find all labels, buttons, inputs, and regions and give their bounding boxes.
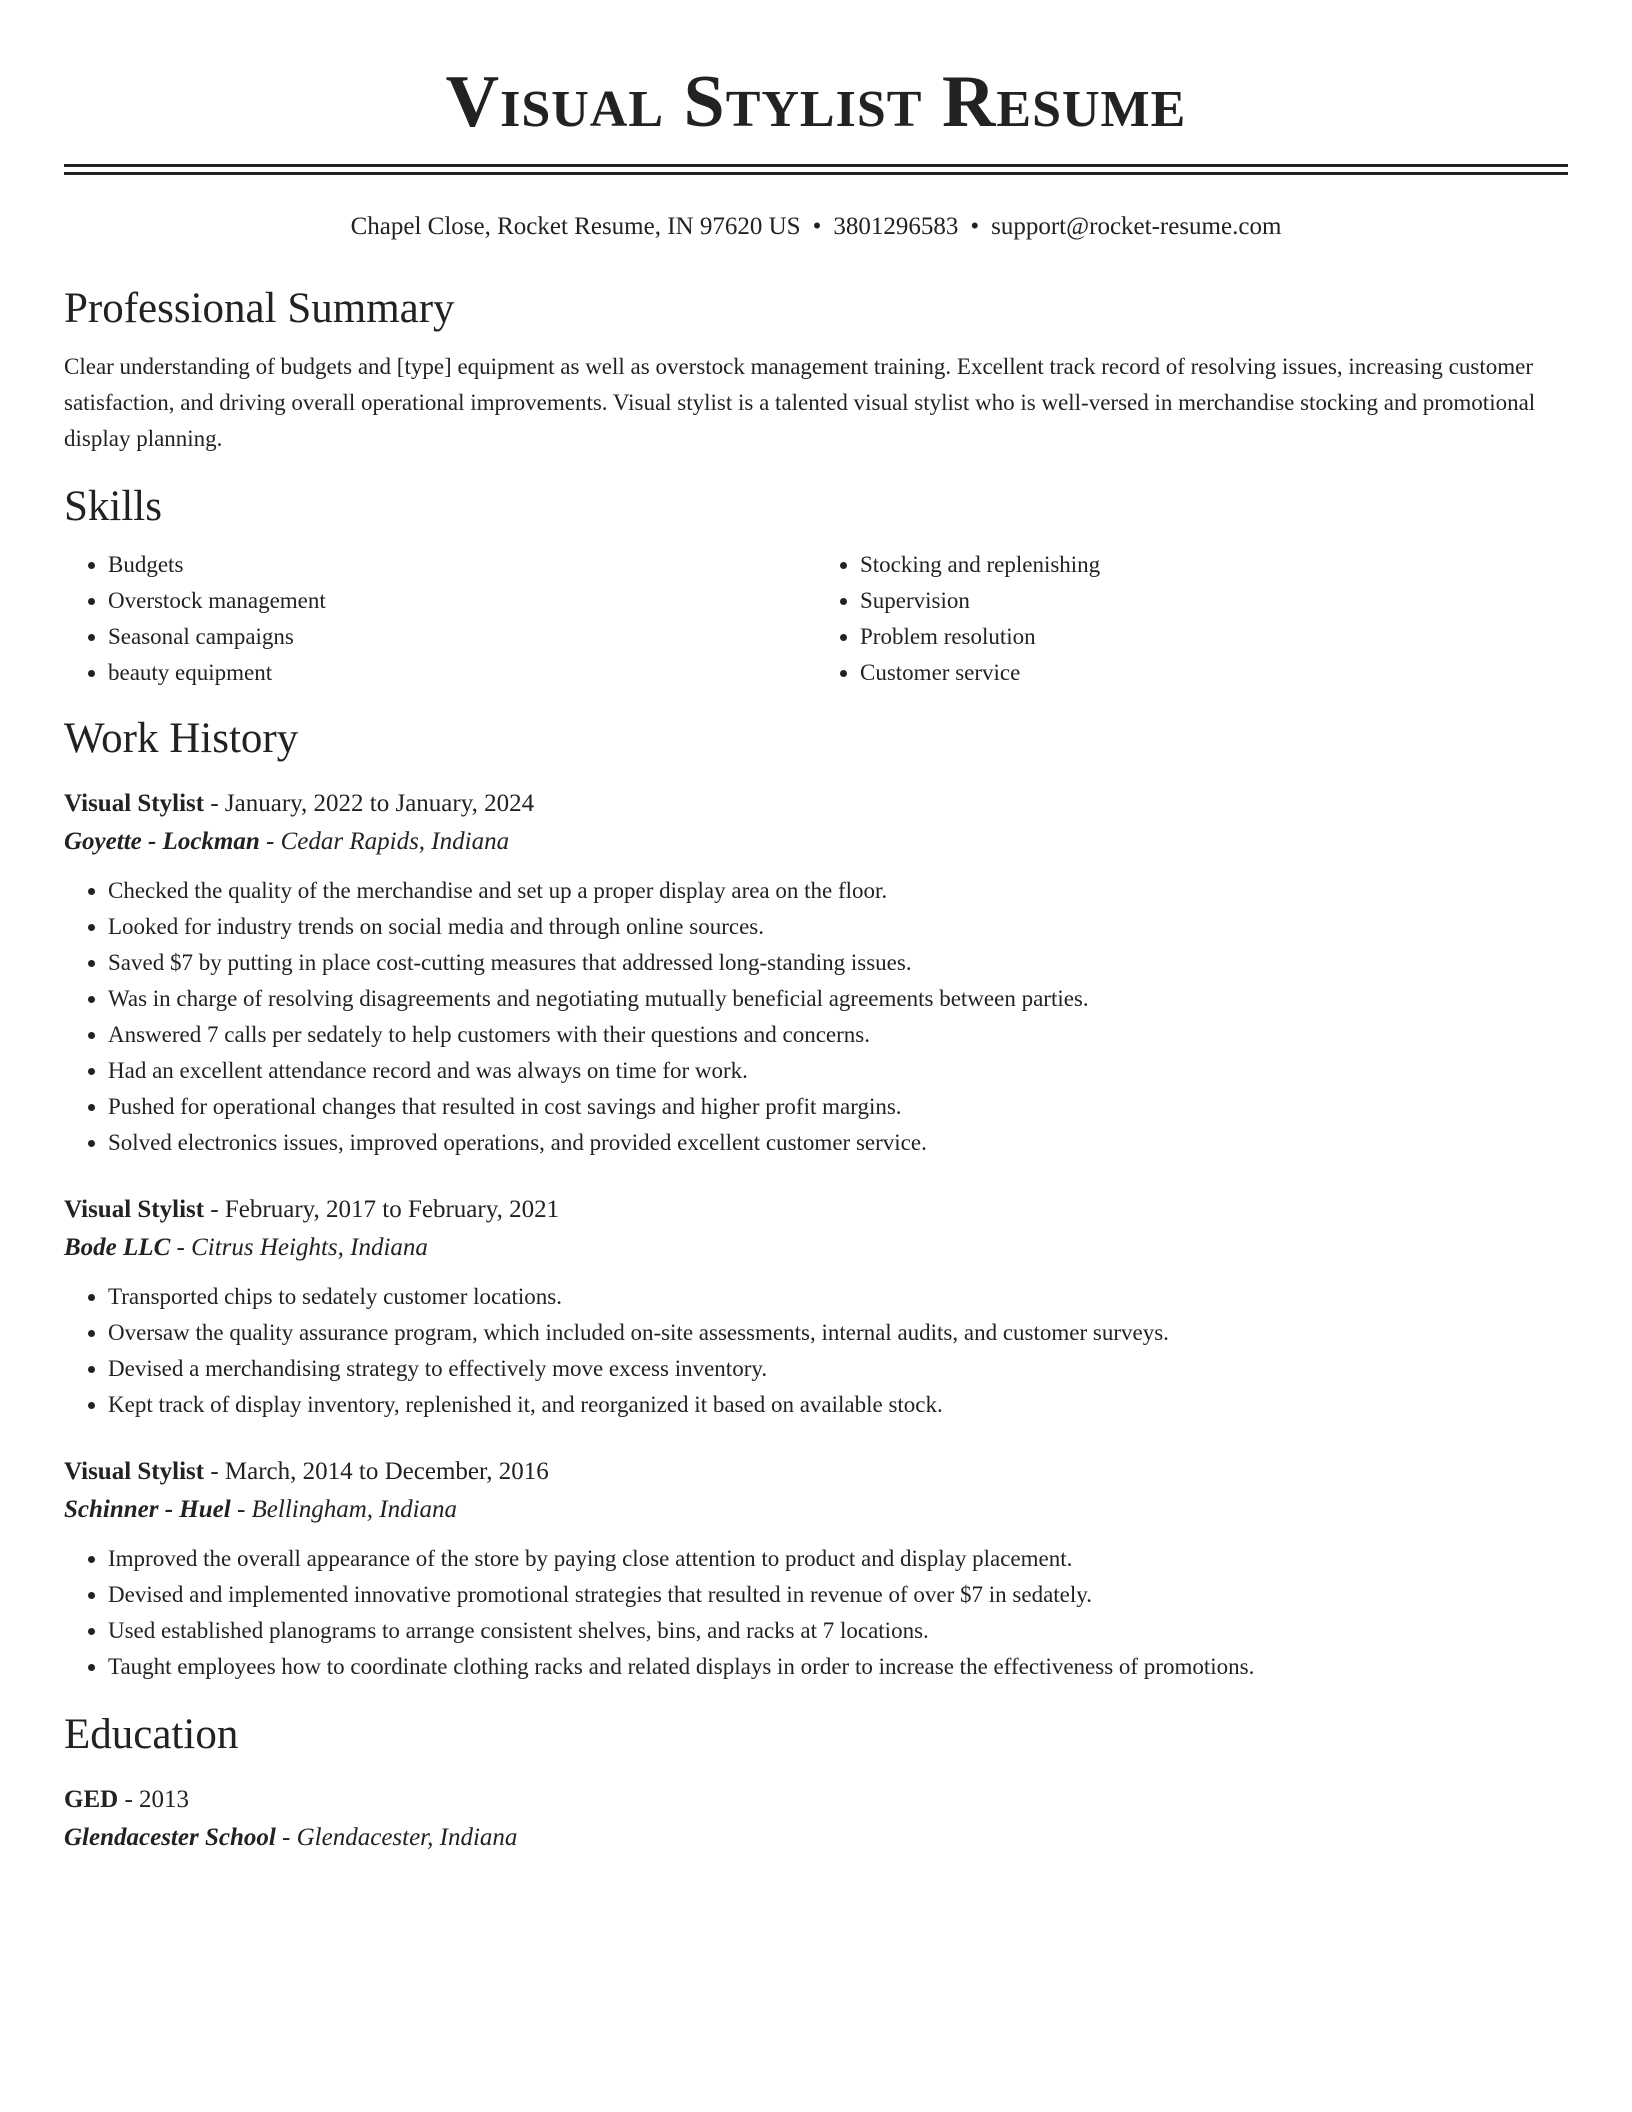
skill-item: • beauty equipment <box>108 655 816 691</box>
job-title: Visual Stylist <box>64 790 205 817</box>
job-title: Visual Stylist <box>64 1458 205 1485</box>
job-bullets <box>64 1541 1568 1685</box>
job-location: Citrus Heights, Indiana <box>191 1234 428 1261</box>
job-location: Bellingham, Indiana <box>251 1496 458 1523</box>
contact-separator: • <box>812 213 822 240</box>
education-heading: Education <box>64 1711 239 1758</box>
skill-item: • Problem resolution <box>860 619 1568 655</box>
job-bullets <box>64 1279 1568 1423</box>
job-bullet: • Pushed for operational changes that resulted in cost savings and higher profit margins. <box>108 1089 1568 1125</box>
contact-separator: • <box>970 213 980 240</box>
education-degree: GED <box>64 1786 119 1813</box>
education-school: Glendacester School <box>64 1824 276 1851</box>
job-company: Schinner - Huel <box>64 1496 231 1523</box>
job-bullet: • Looked for industry trends on social media and through online sources. <box>108 909 1568 945</box>
job-bullet: • Solved electronics issues, improved operations, and provided excellent customer service. <box>108 1125 1568 1161</box>
job-bullet: • Answered 7 calls per sedately to help customers with their questions and concerns. <box>108 1017 1568 1053</box>
education-degree-line: GED - 2013 <box>64 1786 190 1813</box>
job-title-line: Visual Stylist - February, 2017 to February, 2021 <box>64 1196 560 1223</box>
job-title-line: Visual Stylist - March, 2014 to December, 2016 <box>64 1458 549 1485</box>
skill-item: • Seasonal campaigns <box>108 619 816 655</box>
contact-email[interactable]: support@rocket-resume.com <box>991 213 1282 240</box>
summary-heading: Professional Summary <box>64 285 455 332</box>
job-bullet: • Transported chips to sedately customer locations. <box>108 1279 1568 1315</box>
skills-list-left <box>64 547 816 691</box>
job-bullet: • Taught employees how to coordinate clothing racks and related displays in order to increase the effectiveness of promotions. <box>108 1649 1568 1685</box>
contact-address: Chapel Close, Rocket Resume, IN 97620 US <box>350 213 801 240</box>
education-entry <box>64 1781 1568 1857</box>
title-double-rule <box>64 164 1568 175</box>
skill-item: • Budgets <box>108 547 816 583</box>
work-history-heading: Work History <box>64 715 299 762</box>
job-entry <box>64 1191 1568 1423</box>
job-company: Goyette - Lockman <box>64 828 260 855</box>
skill-item: • Stocking and replenishing <box>860 547 1568 583</box>
job-entry <box>64 1453 1568 1685</box>
job-bullet: • Saved $7 by putting in place cost-cutting measures that addressed long-standing issues. <box>108 945 1568 981</box>
skills-heading: Skills <box>64 483 162 530</box>
job-bullet: • Improved the overall appearance of the store by paying close attention to product and display placement. <box>108 1541 1568 1577</box>
job-entry <box>64 785 1568 1161</box>
job-dates: January, 2022 to January, 2024 <box>224 790 535 817</box>
education-school-line: Glendacester School - Glendacester, Indiana <box>64 1824 518 1851</box>
contact-line <box>64 211 1568 243</box>
skill-item: • Supervision <box>860 583 1568 619</box>
job-dates: February, 2017 to February, 2021 <box>224 1196 560 1223</box>
contact-phone[interactable]: 3801296583 <box>833 213 959 240</box>
skills-columns <box>64 547 1568 691</box>
job-company-line: Schinner - Huel - Bellingham, Indiana <box>64 1496 458 1523</box>
education-year: 2013 <box>139 1786 190 1813</box>
job-company-line: Goyette - Lockman - Cedar Rapids, Indiana <box>64 828 510 855</box>
job-title: Visual Stylist <box>64 1196 205 1223</box>
job-bullets <box>64 873 1568 1161</box>
job-company-line: Bode LLC - Citrus Heights, Indiana <box>64 1234 428 1261</box>
job-bullet: • Checked the quality of the merchandise and set up a proper display area on the floor. <box>108 873 1568 909</box>
summary-text: Clear understanding of budgets and [type] equipment as well as overstock management training. Excellent track record of resolving issues, increasing customer satisfaction, and driving overall operational improvements. Visual stylist is a talented visual stylist who is well-versed in merchandise stocking and promotional display planning. <box>64 354 1536 451</box>
job-bullet: • Devised and implemented innovative promotional strategies that resulted in revenue of over $7 in sedately. <box>108 1577 1568 1613</box>
job-location: Cedar Rapids, Indiana <box>280 828 510 855</box>
job-title-line: Visual Stylist - January, 2022 to January, 2024 <box>64 790 535 817</box>
resume-title: Visual Stylist Resume <box>445 61 1187 143</box>
skill-item: • Overstock management <box>108 583 816 619</box>
job-bullet: • Was in charge of resolving disagreements and negotiating mutually beneficial agreements between parties. <box>108 981 1568 1017</box>
job-bullet: • Devised a merchandising strategy to effectively move excess inventory. <box>108 1351 1568 1387</box>
job-bullet: • Kept track of display inventory, replenished it, and reorganized it based on available stock. <box>108 1387 1568 1423</box>
education-location: Glendacester, Indiana <box>296 1824 518 1851</box>
job-bullet: • Used established planograms to arrange consistent shelves, bins, and racks at 7 locations. <box>108 1613 1568 1649</box>
job-bullet: • Oversaw the quality assurance program, which included on-site assessments, internal audits, and customer surveys. <box>108 1315 1568 1351</box>
job-dates: March, 2014 to December, 2016 <box>224 1458 549 1485</box>
job-bullet: • Had an excellent attendance record and was always on time for work. <box>108 1053 1568 1089</box>
skill-item: • Customer service <box>860 655 1568 691</box>
skills-list-right <box>816 547 1568 691</box>
job-company: Bode LLC <box>64 1234 171 1261</box>
